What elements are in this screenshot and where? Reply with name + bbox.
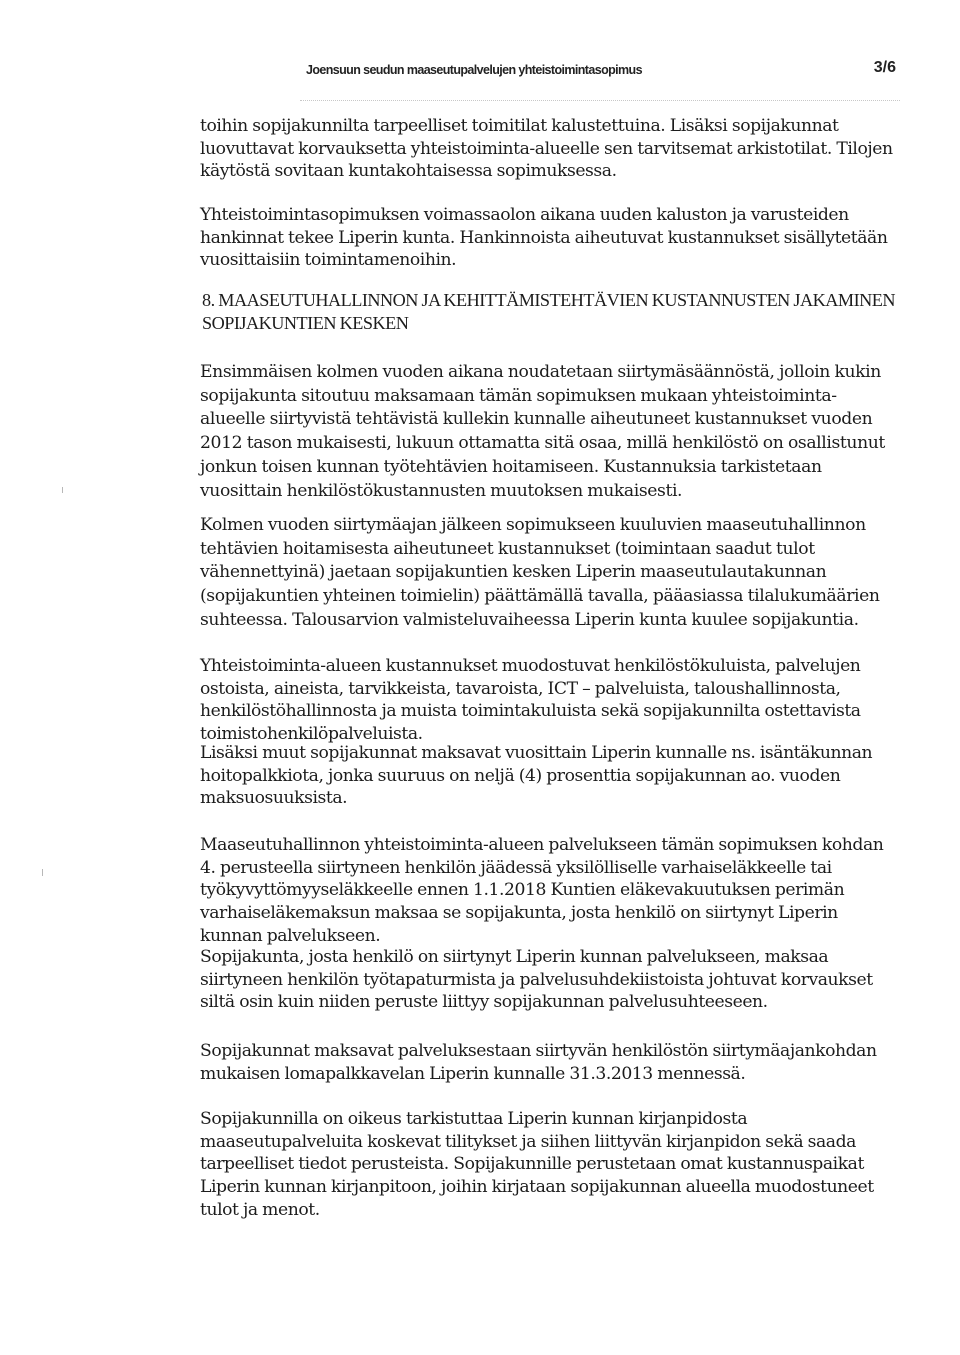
section-heading-line-1: 8. MAASEUTUHALLINNON JA KEHITTÄMISTEHTÄVIEN KUSTANNUSTEN JAKAMINEN <box>202 290 896 310</box>
section-heading-line-2: SOPIJAKUNTIEN KESKEN <box>202 313 409 333</box>
page-header <box>306 59 896 85</box>
section-heading <box>202 289 912 335</box>
scan-mark <box>62 487 63 493</box>
paragraph-holiday-pay: Sopijakunnat maksavat palveluksestaan siirtyvän henkilöstön siirtymäajankohdan mukaisen lomapalkkavelan Liperin kunnalle 31.3.2013 mennessä. <box>200 1041 877 1084</box>
paragraph-accident-compensation: Sopijakunta, josta henkilö on siirtynyt Liperin kunnan palvelukseen, maksaa siirtyneen henkilön työtapaturmista ja palvelusuhdekiistoista johtuvat korvaukset siltä osin kuin niiden peruste liittyy sopijakunnan palvelusuhteeseen. <box>200 947 873 1013</box>
scan-mark <box>42 869 43 876</box>
paragraph-cost-items: Yhteistoiminta-alueen kustannukset muodostuvat henkilöstökuluista, palvelujen ostoista, aineista, tarvikkeista, tavaroista, ICT – palveluista, taloushallinnosta, henkilöstöhallinnosta ja muista toimintakuluista sekä sopijakunnilta ostettavista toimistohenkilöpalveluista. <box>200 656 861 745</box>
paragraph-equipment: Yhteistoimintasopimuksen voimassaolon aikana uuden kaluston ja varusteiden hankinnat tekee Liperin kunta. Hankinnoista aiheutuvat kustannukset sisällytetään vuosittaisiin toimintamenoihin. <box>200 205 888 271</box>
paragraph-early-retirement: Maaseutuhallinnon yhteistoiminta-alueen palvelukseen tämän sopimuksen kohdan 4. perusteella siirtyneen henkilön jäädessä yksilölliselle varhaiseläkkeelle tai työkyvyttömyyseläkkeelle ennen 1.1.2018 Kuntien eläkevakuutuksen perimän varhaiseläkemaksun maksaa se sopijakunta, josta henkilö on siirtynyt Liperin kunnan palvelukseen. <box>200 835 884 946</box>
document-title: Joensuun seudun maaseutupalvelujen yhteistoimintasopimus <box>306 63 642 77</box>
paragraph-premises: toihin sopijakunnilta tarpeelliset toimitilat kalustettuina. Lisäksi sopijakunnat luovuttavat korvauksetta yhteistoiminta-alueelle sen tarvitsemat arkistotilat. Tilojen käytöstä sovitaan kuntakohtaisessa sopimuksessa. <box>200 116 893 182</box>
paragraph-cost-sharing: Kolmen vuoden siirtymäajan jälkeen sopimukseen kuuluvien maaseutuhallinnon tehtävien hoitamisesta aiheutuneet kustannukset (toimintaan saadut tulot vähennettyinä) jaetaan sopijakuntien kesken Liperin maaseutulautakunnan (sopijakuntien yhteinen toimielin) päättämällä tavalla, pääasiassa tilalukumäärien suhteessa. Talousarvion valmisteluvaiheessa Liperin kunta kuulee sopijakuntia. <box>200 515 880 630</box>
paragraph-transition-rule: Ensimmäisen kolmen vuoden aikana noudatetaan siirtymäsäännöstä, jolloin kukin sopijakunta sitoutuu maksamaan tämän sopimuksen mukaan yhteistoiminta-alueelle siirtyvistä tehtävistä kullekin kunnalle aiheutuneet kustannukset vuoden 2012 tason mukaisesti, lukuun ottamatta sitä osaa, millä henkilöstö on osallistunut jonkun toisen kunnan työtehtävien hoitamiseen. Kustannuksia tarkistetaan vuosittain henkilöstökustannusten muutoksen mukaisesti. <box>200 362 885 501</box>
page-number: 3/6 <box>873 59 896 76</box>
paragraph-audit-rights: Sopijakunnilla on oikeus tarkistuttaa Liperin kunnan kirjanpidosta maaseutupalveluita koskevat tilitykset ja siihen liittyvän kirjanpidon sekä saada tarpeelliset tiedot perusteista. Sopijakunnille perustetaan omat kustannuspaikat Liperin kunnan kirjanpitoon, joihin kirjataan sopijakunnan alueella muodostuneet tulot ja menot. <box>200 1109 874 1220</box>
header-rule <box>300 100 900 101</box>
paragraph-host-fee: Lisäksi muut sopijakunnat maksavat vuosittain Liperin kunnalle ns. isäntäkunnan hoitopalkkiota, jonka suuruus on neljä (4) prosenttia sopijakunnan ao. vuoden maksuosuuksista. <box>200 743 873 809</box>
